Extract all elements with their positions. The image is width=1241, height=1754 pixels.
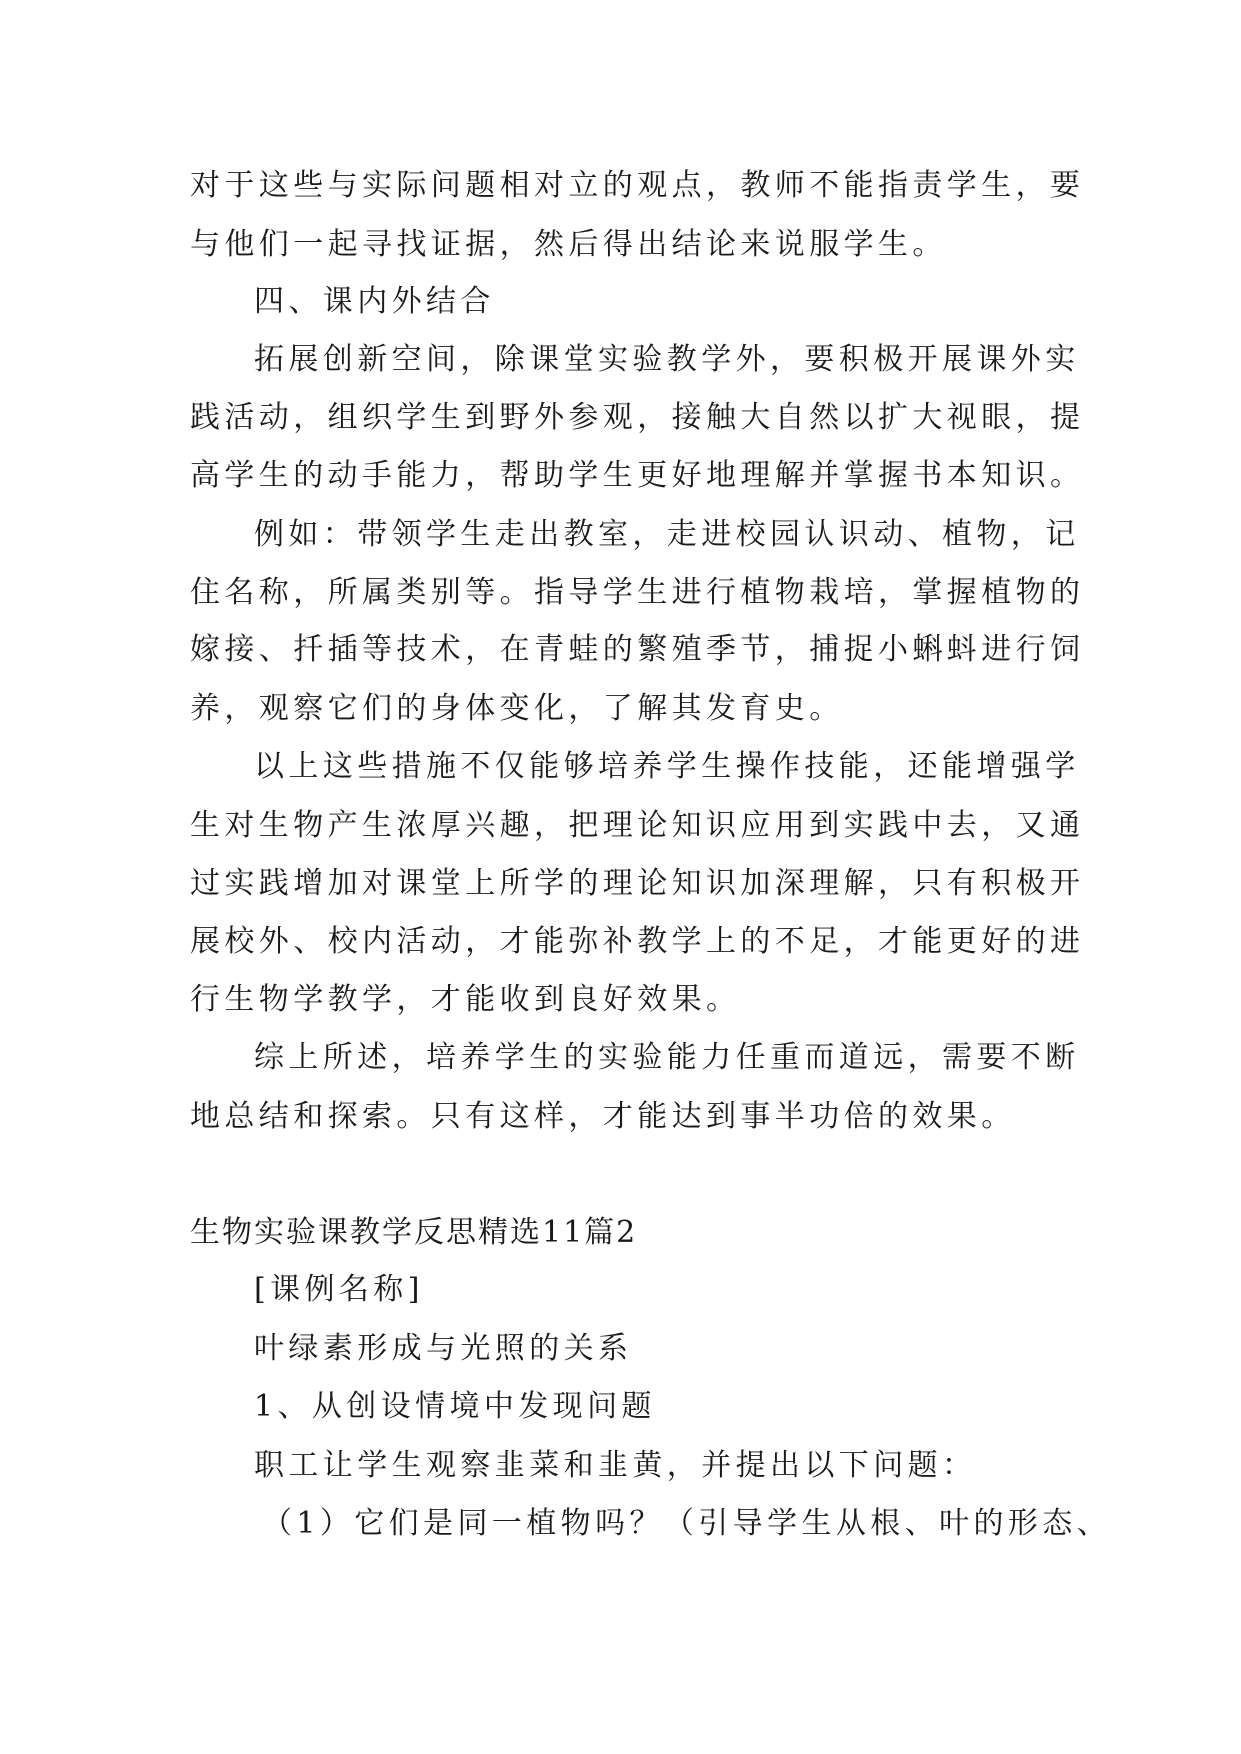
paragraph-line: 展校外、校内活动，才能弥补教学上的不足，才能更好的进 xyxy=(190,924,1085,959)
paragraph-line: 地总结和探索。只有这样，才能达到事半功倍的效果。 xyxy=(190,1099,1016,1134)
paragraph-line: 行生物学教学，才能收到良好效果。 xyxy=(190,982,741,1017)
paragraph-line: 践活动，组织学生到野外参观，接触大自然以扩大视眼，提 xyxy=(190,400,1085,435)
subheading: [课例名称] xyxy=(254,1272,424,1307)
paragraph-line: 综上所述，培养学生的实验能力任重而道远，需要不断 xyxy=(254,1040,1080,1075)
paragraph-line: 职工让学生观察韭菜和韭黄，并提出以下问题： xyxy=(254,1448,977,1483)
step-heading: 1、从创设情境中发现问题 xyxy=(254,1389,656,1424)
section-heading: 四、课内外结合 xyxy=(254,284,495,319)
article-title: 生物实验课教学反思精选11篇2 xyxy=(190,1215,638,1250)
lesson-name: 叶绿素形成与光照的关系 xyxy=(254,1331,633,1366)
paragraph-line: 养，观察它们的身体变化，了解其发育史。 xyxy=(190,691,844,726)
paragraph-line: 过实践增加对课堂上所学的理论知识加深理解，只有积极开 xyxy=(190,866,1085,901)
paragraph-line: 与他们一起寻找证据，然后得出结论来说服学生。 xyxy=(190,227,947,262)
paragraph-line: 嫁接、扦插等技术，在青蛙的繁殖季节，捕捉小蝌蚪进行饲 xyxy=(190,632,1085,667)
paragraph-line: 生对生物产生浓厚兴趣，把理论知识应用到实践中去，又通 xyxy=(190,808,1085,843)
question-line: （1）它们是同一植物吗？（引导学生从根、叶的形态、 xyxy=(262,1506,1112,1541)
paragraph-line: 例如：带领学生走出教室，走进校园认识动、植物，记 xyxy=(254,517,1080,552)
paragraph-line: 住名称，所属类别等。指导学生进行植物栽培，掌握植物的 xyxy=(190,575,1085,610)
paragraph-line: 拓展创新空间，除课堂实验教学外，要积极开展课外实 xyxy=(254,342,1080,377)
paragraph-line: 以上这些措施不仅能够培养学生操作技能，还能增强学 xyxy=(254,749,1080,784)
paragraph-line: 高学生的动手能力，帮助学生更好地理解并掌握书本知识。 xyxy=(190,458,1085,493)
paragraph-line: 对于这些与实际问题相对立的观点，教师不能指责学生，要 xyxy=(190,168,1085,203)
